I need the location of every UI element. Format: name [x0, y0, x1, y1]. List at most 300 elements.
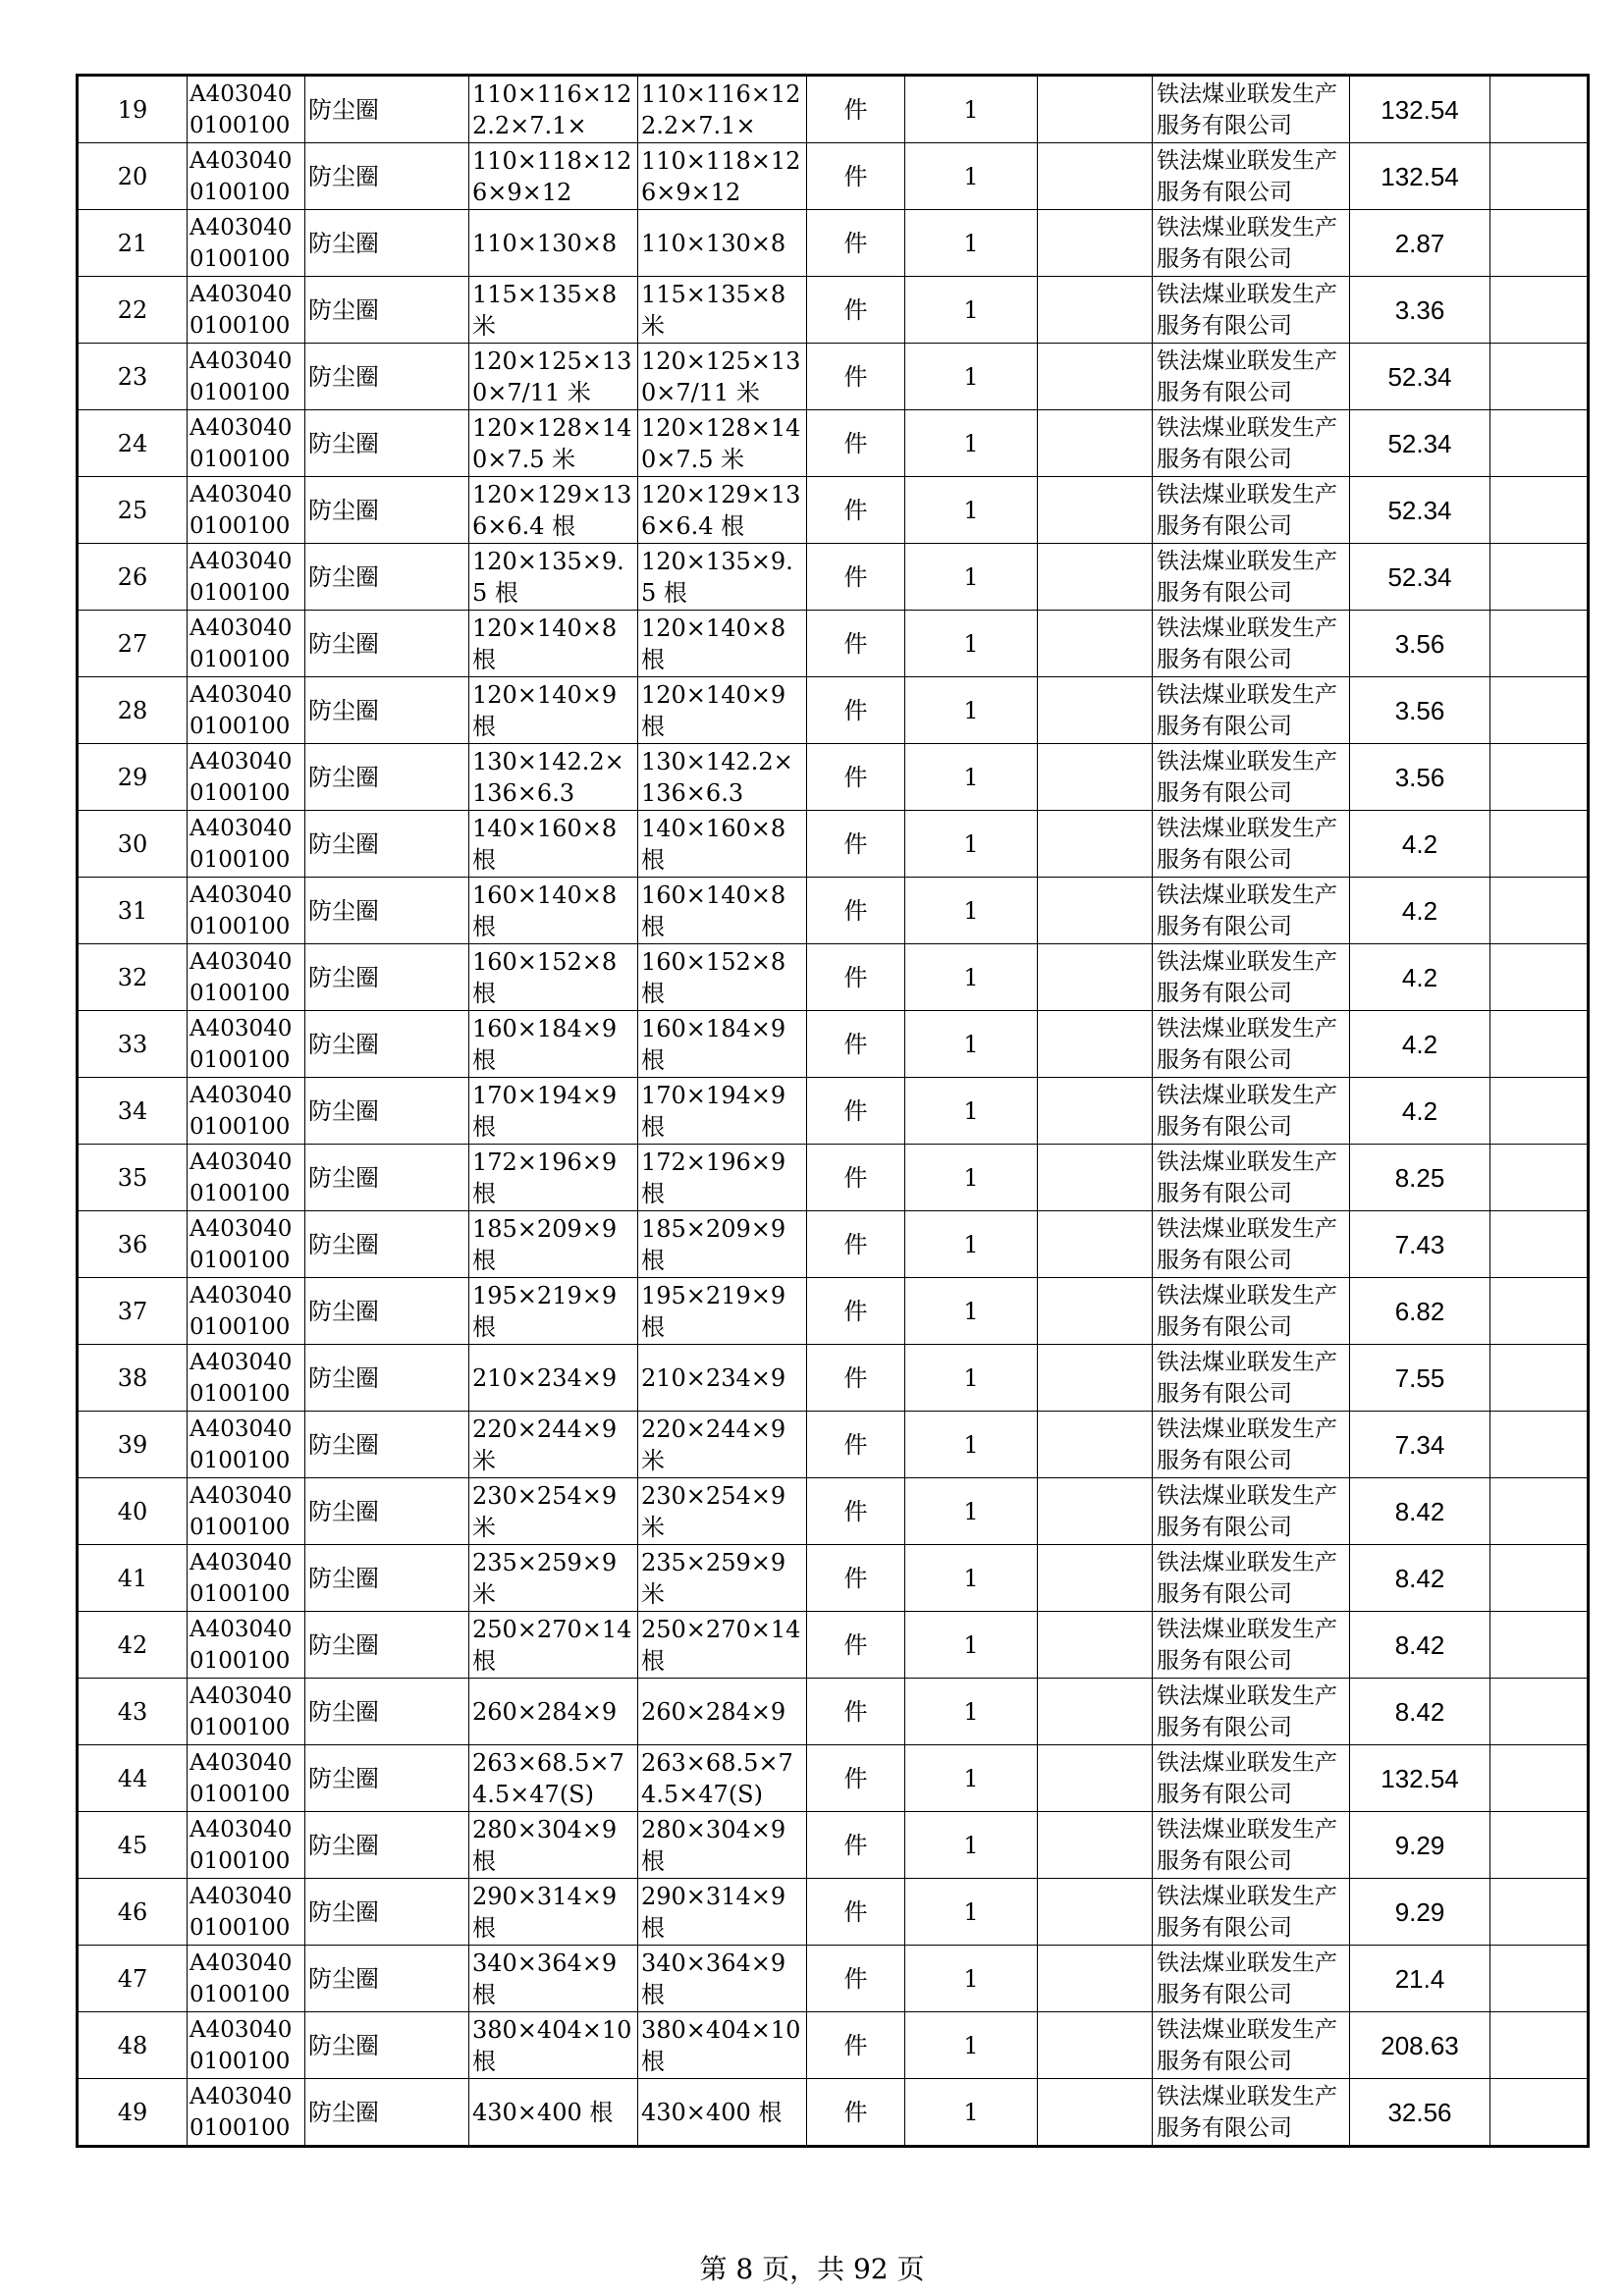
unit-cell: 件: [807, 344, 905, 410]
table-row: [78, 944, 1589, 1011]
supplier-cell: 铁法煤业联发生产服务有限公司: [1153, 1278, 1350, 1345]
price-cell: 8.42: [1350, 1545, 1490, 1612]
note-cell: [1038, 277, 1153, 344]
material-code-cell: A4030400100100: [188, 1745, 305, 1812]
quantity-cell: 1: [905, 1812, 1038, 1879]
seq-cell: 25: [78, 477, 188, 544]
extra-cell: [1490, 1879, 1589, 1946]
note-cell: [1038, 410, 1153, 477]
spec-model-cell: 230×254×9米: [638, 1478, 807, 1545]
seq-cell: 32: [78, 944, 188, 1011]
extra-cell: [1490, 477, 1589, 544]
quantity-cell: 1: [905, 1011, 1038, 1078]
price-cell: 132.54: [1350, 143, 1490, 210]
quantity-cell: 1: [905, 1078, 1038, 1145]
spec-model-cell: 250×270×14 根: [638, 1612, 807, 1679]
price-cell: 52.34: [1350, 344, 1490, 410]
extra-cell: [1490, 1545, 1589, 1612]
note-cell: [1038, 1345, 1153, 1412]
unit-cell: 件: [807, 143, 905, 210]
unit-cell: 件: [807, 1211, 905, 1278]
material-code-cell: A4030400100100: [188, 1145, 305, 1211]
table-row: [78, 1612, 1589, 1679]
material-name-cell: 防尘圈: [305, 1412, 469, 1478]
quantity-cell: 1: [905, 611, 1038, 677]
note-cell: [1038, 611, 1153, 677]
spec-cell: 120×128×140×7.5 米: [469, 410, 638, 477]
supplier-cell: 铁法煤业联发生产服务有限公司: [1153, 1145, 1350, 1211]
supplier-cell: 铁法煤业联发生产服务有限公司: [1153, 344, 1350, 410]
seq-cell: 45: [78, 1812, 188, 1879]
quantity-cell: 1: [905, 1278, 1038, 1345]
price-cell: 32.56: [1350, 2079, 1490, 2147]
price-cell: 4.2: [1350, 1078, 1490, 1145]
supplier-cell: 铁法煤业联发生产服务有限公司: [1153, 677, 1350, 744]
material-name-cell: 防尘圈: [305, 1478, 469, 1545]
unit-cell: 件: [807, 1078, 905, 1145]
seq-cell: 35: [78, 1145, 188, 1211]
spec-model-cell: 120×140×9根: [638, 677, 807, 744]
material-name-cell: 防尘圈: [305, 76, 469, 143]
seq-cell: 21: [78, 210, 188, 277]
spec-cell: 195×219×9根: [469, 1278, 638, 1345]
supplier-cell: 铁法煤业联发生产服务有限公司: [1153, 878, 1350, 944]
extra-cell: [1490, 1679, 1589, 1745]
extra-cell: [1490, 1211, 1589, 1278]
seq-cell: 24: [78, 410, 188, 477]
price-cell: 4.2: [1350, 944, 1490, 1011]
extra-cell: [1490, 811, 1589, 878]
supplier-cell: 铁法煤业联发生产服务有限公司: [1153, 1879, 1350, 1946]
spec-cell: 340×364×9根: [469, 1946, 638, 2012]
seq-cell: 33: [78, 1011, 188, 1078]
material-code-cell: A4030400100100: [188, 611, 305, 677]
table-row: [78, 1278, 1589, 1345]
quantity-cell: 1: [905, 1545, 1038, 1612]
supplier-cell: 铁法煤业联发生产服务有限公司: [1153, 1946, 1350, 2012]
unit-cell: 件: [807, 1946, 905, 2012]
seq-cell: 28: [78, 677, 188, 744]
material-code-cell: A4030400100100: [188, 1946, 305, 2012]
spec-cell: 185×209×9根: [469, 1211, 638, 1278]
supplier-cell: 铁法煤业联发生产服务有限公司: [1153, 1345, 1350, 1412]
table-row: [78, 1078, 1589, 1145]
price-cell: 4.2: [1350, 878, 1490, 944]
material-name-cell: 防尘圈: [305, 544, 469, 611]
unit-cell: 件: [807, 1745, 905, 1812]
extra-cell: [1490, 277, 1589, 344]
spec-model-cell: 160×184×9根: [638, 1011, 807, 1078]
note-cell: [1038, 1412, 1153, 1478]
seq-cell: 40: [78, 1478, 188, 1545]
quantity-cell: 1: [905, 1679, 1038, 1745]
material-name-cell: 防尘圈: [305, 611, 469, 677]
table-row: [78, 410, 1589, 477]
extra-cell: [1490, 410, 1589, 477]
seq-cell: 43: [78, 1679, 188, 1745]
supplier-cell: 铁法煤业联发生产服务有限公司: [1153, 744, 1350, 811]
quantity-cell: 1: [905, 811, 1038, 878]
extra-cell: [1490, 1011, 1589, 1078]
spec-model-cell: 120×125×130×7/11 米: [638, 344, 807, 410]
seq-cell: 30: [78, 811, 188, 878]
quantity-cell: 1: [905, 2079, 1038, 2147]
table-row: [78, 611, 1589, 677]
extra-cell: [1490, 1278, 1589, 1345]
unit-cell: 件: [807, 544, 905, 611]
note-cell: [1038, 1812, 1153, 1879]
price-cell: 7.43: [1350, 1211, 1490, 1278]
spec-model-cell: 110×116×122.2×7.1×: [638, 76, 807, 143]
material-code-cell: A4030400100100: [188, 677, 305, 744]
spec-cell: 110×116×122.2×7.1×: [469, 76, 638, 143]
spec-model-cell: 340×364×9根: [638, 1946, 807, 2012]
extra-cell: [1490, 1745, 1589, 1812]
table-row: [78, 677, 1589, 744]
extra-cell: [1490, 1946, 1589, 2012]
material-name-cell: 防尘圈: [305, 1612, 469, 1679]
spec-cell: 160×140×8根: [469, 878, 638, 944]
price-cell: 7.55: [1350, 1345, 1490, 1412]
extra-cell: [1490, 1345, 1589, 1412]
table-row: [78, 1545, 1589, 1612]
note-cell: [1038, 76, 1153, 143]
spec-model-cell: 110×130×8: [638, 210, 807, 277]
material-name-cell: 防尘圈: [305, 677, 469, 744]
supplier-cell: 铁法煤业联发生产服务有限公司: [1153, 1412, 1350, 1478]
spec-cell: 220×244×9米: [469, 1412, 638, 1478]
supplier-cell: 铁法煤业联发生产服务有限公司: [1153, 544, 1350, 611]
supplier-cell: 铁法煤业联发生产服务有限公司: [1153, 1812, 1350, 1879]
supplier-cell: 铁法煤业联发生产服务有限公司: [1153, 811, 1350, 878]
material-code-cell: A4030400100100: [188, 1011, 305, 1078]
unit-cell: 件: [807, 611, 905, 677]
unit-cell: 件: [807, 477, 905, 544]
seq-cell: 22: [78, 277, 188, 344]
price-cell: 3.56: [1350, 677, 1490, 744]
table-row: [78, 1412, 1589, 1478]
note-cell: [1038, 1145, 1153, 1211]
spec-cell: 263×68.5×74.5×47(S): [469, 1745, 638, 1812]
spec-cell: 160×184×9根: [469, 1011, 638, 1078]
unit-cell: 件: [807, 744, 905, 811]
spec-cell: 120×135×9.5 根: [469, 544, 638, 611]
spec-model-cell: 185×209×9根: [638, 1211, 807, 1278]
material-name-cell: 防尘圈: [305, 1078, 469, 1145]
note-cell: [1038, 143, 1153, 210]
table-row: [78, 143, 1589, 210]
unit-cell: 件: [807, 1412, 905, 1478]
spec-model-cell: 160×140×8根: [638, 878, 807, 944]
seq-cell: 41: [78, 1545, 188, 1612]
table-row: [78, 344, 1589, 410]
note-cell: [1038, 544, 1153, 611]
spec-model-cell: 290×314×9根: [638, 1879, 807, 1946]
material-code-cell: A4030400100100: [188, 1879, 305, 1946]
spec-model-cell: 280×304×9根: [638, 1812, 807, 1879]
material-code-cell: A4030400100100: [188, 1612, 305, 1679]
note-cell: [1038, 477, 1153, 544]
supplier-cell: 铁法煤业联发生产服务有限公司: [1153, 1478, 1350, 1545]
seq-cell: 27: [78, 611, 188, 677]
spec-cell: 170×194×9根: [469, 1078, 638, 1145]
material-name-cell: 防尘圈: [305, 210, 469, 277]
extra-cell: [1490, 2012, 1589, 2079]
unit-cell: 件: [807, 2079, 905, 2147]
quantity-cell: 1: [905, 410, 1038, 477]
table-row: [78, 1145, 1589, 1211]
note-cell: [1038, 1278, 1153, 1345]
seq-cell: 44: [78, 1745, 188, 1812]
quantity-cell: 1: [905, 2012, 1038, 2079]
quantity-cell: 1: [905, 677, 1038, 744]
unit-cell: 件: [807, 2012, 905, 2079]
unit-cell: 件: [807, 277, 905, 344]
supplier-cell: 铁法煤业联发生产服务有限公司: [1153, 1679, 1350, 1745]
material-name-cell: 防尘圈: [305, 1545, 469, 1612]
table-row: [78, 1211, 1589, 1278]
material-code-cell: A4030400100100: [188, 1812, 305, 1879]
quantity-cell: 1: [905, 1946, 1038, 2012]
spec-cell: 250×270×14 根: [469, 1612, 638, 1679]
material-name-cell: 防尘圈: [305, 2012, 469, 2079]
extra-cell: [1490, 744, 1589, 811]
note-cell: [1038, 1478, 1153, 1545]
note-cell: [1038, 344, 1153, 410]
unit-cell: 件: [807, 811, 905, 878]
unit-cell: 件: [807, 1278, 905, 1345]
material-code-cell: A4030400100100: [188, 210, 305, 277]
spec-cell: 110×118×126×9×12: [469, 143, 638, 210]
supplier-cell: 铁法煤业联发生产服务有限公司: [1153, 2079, 1350, 2147]
quantity-cell: 1: [905, 344, 1038, 410]
material-code-cell: A4030400100100: [188, 277, 305, 344]
spec-cell: 290×314×9根: [469, 1879, 638, 1946]
price-cell: 9.29: [1350, 1812, 1490, 1879]
supplier-cell: 铁法煤业联发生产服务有限公司: [1153, 2012, 1350, 2079]
price-cell: 4.2: [1350, 1011, 1490, 1078]
note-cell: [1038, 210, 1153, 277]
material-name-cell: 防尘圈: [305, 744, 469, 811]
material-code-cell: A4030400100100: [188, 143, 305, 210]
spec-cell: 130×142.2×136×6.3: [469, 744, 638, 811]
unit-cell: 件: [807, 944, 905, 1011]
extra-cell: [1490, 611, 1589, 677]
material-name-cell: 防尘圈: [305, 277, 469, 344]
material-name-cell: 防尘圈: [305, 410, 469, 477]
spec-model-cell: 130×142.2×136×6.3: [638, 744, 807, 811]
table-row: [78, 1345, 1589, 1412]
table-row: [78, 1679, 1589, 1745]
unit-cell: 件: [807, 1011, 905, 1078]
price-cell: 6.82: [1350, 1278, 1490, 1345]
supplier-cell: 铁法煤业联发生产服务有限公司: [1153, 1545, 1350, 1612]
unit-cell: 件: [807, 1812, 905, 1879]
spec-cell: 160×152×8根: [469, 944, 638, 1011]
note-cell: [1038, 1078, 1153, 1145]
spec-model-cell: 160×152×8根: [638, 944, 807, 1011]
supplier-cell: 铁法煤业联发生产服务有限公司: [1153, 611, 1350, 677]
price-cell: 132.54: [1350, 1745, 1490, 1812]
spec-cell: 115×135×8米: [469, 277, 638, 344]
material-name-cell: 防尘圈: [305, 477, 469, 544]
price-cell: 3.56: [1350, 744, 1490, 811]
quantity-cell: 1: [905, 1345, 1038, 1412]
seq-cell: 34: [78, 1078, 188, 1145]
spec-model-cell: 172×196×9根: [638, 1145, 807, 1211]
material-code-cell: A4030400100100: [188, 944, 305, 1011]
quantity-cell: 1: [905, 1145, 1038, 1211]
extra-cell: [1490, 143, 1589, 210]
note-cell: [1038, 2079, 1153, 2147]
extra-cell: [1490, 944, 1589, 1011]
seq-cell: 49: [78, 2079, 188, 2147]
material-name-cell: 防尘圈: [305, 1345, 469, 1412]
unit-cell: 件: [807, 1879, 905, 1946]
extra-cell: [1490, 1612, 1589, 1679]
extra-cell: [1490, 210, 1589, 277]
spec-cell: 120×140×9根: [469, 677, 638, 744]
seq-cell: 46: [78, 1879, 188, 1946]
table-row: [78, 2079, 1589, 2147]
material-code-cell: A4030400100100: [188, 544, 305, 611]
quantity-cell: 1: [905, 143, 1038, 210]
note-cell: [1038, 744, 1153, 811]
note-cell: [1038, 1745, 1153, 1812]
material-name-cell: 防尘圈: [305, 1145, 469, 1211]
extra-cell: [1490, 76, 1589, 143]
extra-cell: [1490, 544, 1589, 611]
spec-cell: 380×404×10 根: [469, 2012, 638, 2079]
seq-cell: 47: [78, 1946, 188, 2012]
material-code-cell: A4030400100100: [188, 1679, 305, 1745]
quantity-cell: 1: [905, 1745, 1038, 1812]
supplier-cell: 铁法煤业联发生产服务有限公司: [1153, 277, 1350, 344]
price-cell: 3.36: [1350, 277, 1490, 344]
price-cell: 8.42: [1350, 1679, 1490, 1745]
material-name-cell: 防尘圈: [305, 1278, 469, 1345]
note-cell: [1038, 2012, 1153, 2079]
unit-cell: 件: [807, 1612, 905, 1679]
quantity-cell: 1: [905, 744, 1038, 811]
supplier-cell: 铁法煤业联发生产服务有限公司: [1153, 1745, 1350, 1812]
table-row: [78, 210, 1589, 277]
price-cell: 7.34: [1350, 1412, 1490, 1478]
unit-cell: 件: [807, 410, 905, 477]
spec-cell: 120×125×130×7/11 米: [469, 344, 638, 410]
unit-cell: 件: [807, 878, 905, 944]
extra-cell: [1490, 1078, 1589, 1145]
quantity-cell: 1: [905, 1412, 1038, 1478]
price-cell: 132.54: [1350, 76, 1490, 143]
material-name-cell: 防尘圈: [305, 344, 469, 410]
note-cell: [1038, 1545, 1153, 1612]
material-code-cell: A4030400100100: [188, 410, 305, 477]
note-cell: [1038, 1946, 1153, 2012]
material-name-cell: 防尘圈: [305, 1946, 469, 2012]
spec-cell: 235×259×9米: [469, 1545, 638, 1612]
table-row: [78, 1946, 1589, 2012]
supplier-cell: 铁法煤业联发生产服务有限公司: [1153, 76, 1350, 143]
unit-cell: 件: [807, 1545, 905, 1612]
quantity-cell: 1: [905, 1879, 1038, 1946]
spec-model-cell: 220×244×9米: [638, 1412, 807, 1478]
table-body: [78, 76, 1589, 2147]
spec-model-cell: 260×284×9: [638, 1679, 807, 1745]
quantity-cell: 1: [905, 1612, 1038, 1679]
material-name-cell: 防尘圈: [305, 2079, 469, 2147]
material-name-cell: 防尘圈: [305, 1211, 469, 1278]
table-row: [78, 1745, 1589, 1812]
spec-cell: 280×304×9根: [469, 1812, 638, 1879]
table-row: [78, 477, 1589, 544]
spec-model-cell: 210×234×9: [638, 1345, 807, 1412]
seq-cell: 26: [78, 544, 188, 611]
spec-cell: 110×130×8: [469, 210, 638, 277]
note-cell: [1038, 944, 1153, 1011]
quantity-cell: 1: [905, 544, 1038, 611]
supplier-cell: 铁法煤业联发生产服务有限公司: [1153, 1211, 1350, 1278]
supplier-cell: 铁法煤业联发生产服务有限公司: [1153, 143, 1350, 210]
material-code-cell: A4030400100100: [188, 477, 305, 544]
material-code-cell: A4030400100100: [188, 344, 305, 410]
price-cell: 3.56: [1350, 611, 1490, 677]
spec-model-cell: 170×194×9根: [638, 1078, 807, 1145]
material-code-cell: A4030400100100: [188, 1412, 305, 1478]
table-row: [78, 811, 1589, 878]
unit-cell: 件: [807, 76, 905, 143]
seq-cell: 37: [78, 1278, 188, 1345]
material-name-cell: 防尘圈: [305, 878, 469, 944]
quantity-cell: 1: [905, 76, 1038, 143]
unit-cell: 件: [807, 1145, 905, 1211]
material-code-cell: A4030400100100: [188, 1345, 305, 1412]
unit-cell: 件: [807, 677, 905, 744]
quantity-cell: 1: [905, 878, 1038, 944]
supplier-cell: 铁法煤业联发生产服务有限公司: [1153, 1011, 1350, 1078]
price-cell: 52.34: [1350, 544, 1490, 611]
material-name-cell: 防尘圈: [305, 1745, 469, 1812]
extra-cell: [1490, 344, 1589, 410]
price-cell: 4.2: [1350, 811, 1490, 878]
spec-cell: 140×160×8根: [469, 811, 638, 878]
material-name-cell: 防尘圈: [305, 1011, 469, 1078]
material-name-cell: 防尘圈: [305, 1679, 469, 1745]
table-row: [78, 878, 1589, 944]
spec-model-cell: 120×128×140×7.5 米: [638, 410, 807, 477]
spec-model-cell: 140×160×8根: [638, 811, 807, 878]
material-code-cell: A4030400100100: [188, 2079, 305, 2147]
spec-model-cell: 380×404×10 根: [638, 2012, 807, 2079]
quantity-cell: 1: [905, 1211, 1038, 1278]
spec-cell: 172×196×9根: [469, 1145, 638, 1211]
unit-cell: 件: [807, 1345, 905, 1412]
spec-model-cell: 115×135×8米: [638, 277, 807, 344]
price-cell: 8.25: [1350, 1145, 1490, 1211]
table-row: [78, 1812, 1589, 1879]
table-row: [78, 1478, 1589, 1545]
spec-model-cell: 195×219×9根: [638, 1278, 807, 1345]
material-name-cell: 防尘圈: [305, 143, 469, 210]
extra-cell: [1490, 1412, 1589, 1478]
note-cell: [1038, 1879, 1153, 1946]
material-name-cell: 防尘圈: [305, 1879, 469, 1946]
page-footer: 第 8 页，共 92 页: [699, 2253, 925, 2285]
unit-cell: 件: [807, 1478, 905, 1545]
table-row: [78, 2012, 1589, 2079]
material-code-cell: A4030400100100: [188, 1545, 305, 1612]
price-cell: 21.4: [1350, 1946, 1490, 2012]
